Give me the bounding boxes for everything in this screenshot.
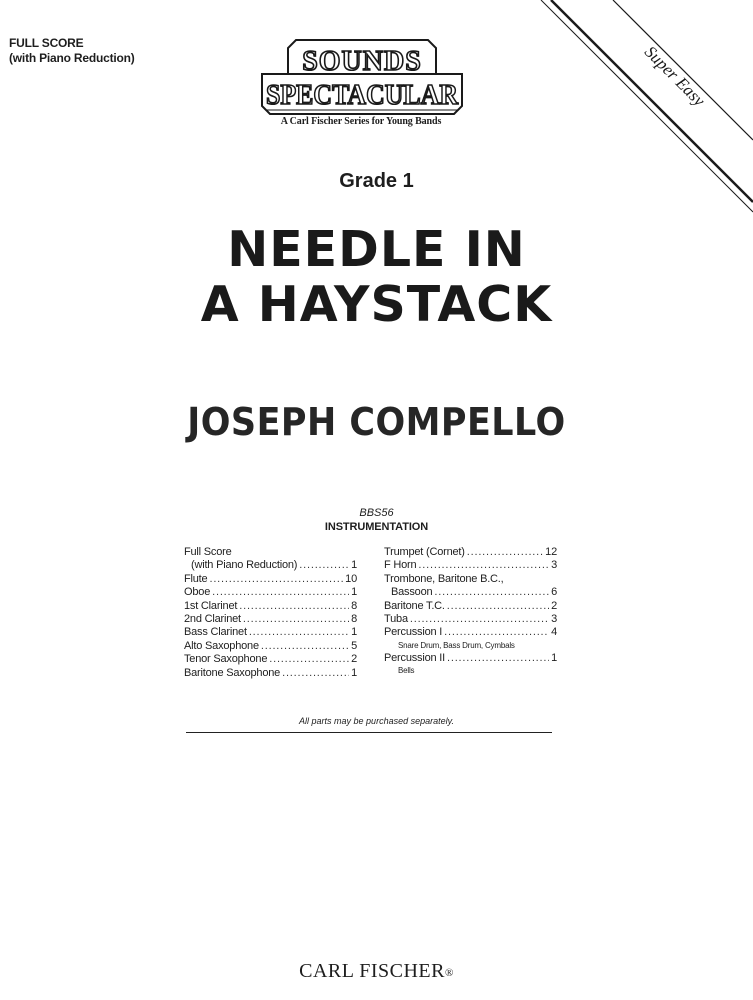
instrument-row xyxy=(184,586,357,599)
publisher-logo xyxy=(0,960,753,983)
leader-dots xyxy=(249,626,349,639)
series-logo xyxy=(256,36,468,128)
instrumentation-heading: INSTRUMENTATION xyxy=(324,521,429,533)
leader-dots xyxy=(269,653,349,666)
instrument-name: Trumpet (Cornet) xyxy=(384,546,465,558)
leader-dots xyxy=(261,640,349,653)
instrument-name: 1st Clarinet xyxy=(184,599,238,612)
instrument-quantity: 4 xyxy=(551,626,557,639)
title-line1: NEEDLE IN xyxy=(227,221,526,278)
instrument-row xyxy=(184,613,357,626)
instrument-row xyxy=(384,613,557,626)
series-tagline: A Carl Fischer Series for Young Bands xyxy=(280,116,442,127)
instrument-name: Bassoon xyxy=(391,586,433,599)
leader-dots xyxy=(418,559,549,572)
leader-dots xyxy=(282,667,349,680)
instrument-quantity: 10 xyxy=(345,572,357,585)
instrument-quantity: 1 xyxy=(351,559,357,572)
instrument-name: Percussion II xyxy=(384,651,445,664)
instrument-note: Snare Drum, Bass Drum, Cymbals xyxy=(398,640,515,650)
piece-title xyxy=(0,222,753,332)
instrument-quantity: 1 xyxy=(351,626,357,639)
instrumentation-right-column xyxy=(384,546,557,677)
instrument-name: Oboe xyxy=(184,586,211,599)
title-line2: A HAYSTACK xyxy=(200,276,553,333)
instrument-quantity: 2 xyxy=(551,599,557,612)
instrument-row xyxy=(384,652,557,665)
instrument-quantity: 3 xyxy=(551,613,557,626)
instrument-name: Alto Saxophone xyxy=(184,639,259,652)
logo-line2: SPECTACULAR xyxy=(266,80,459,111)
leader-dots xyxy=(243,613,349,626)
instrument-name: (with Piano Reduction) xyxy=(191,559,298,572)
publisher-name: CARL FISCHER xyxy=(299,960,445,982)
instrumentation-left-column xyxy=(184,546,357,680)
instrument-quantity: 1 xyxy=(351,586,357,599)
leader-dots xyxy=(444,626,549,639)
instrument-row xyxy=(184,600,357,613)
instrument-row xyxy=(184,626,357,639)
instrument-row xyxy=(384,600,557,613)
instrument-name: Percussion I xyxy=(384,626,443,639)
instrument-row xyxy=(184,573,357,586)
score-label xyxy=(9,36,135,66)
instrument-row xyxy=(184,667,357,680)
composer-name: JOSEPH COMPELLO xyxy=(187,400,566,444)
instrument-name: Baritone T.C. xyxy=(384,599,445,612)
instrument-name: 2nd Clarinet xyxy=(184,613,241,626)
instrument-row xyxy=(184,559,357,572)
parts-note: All parts may be purchased separately. xyxy=(299,716,454,726)
instrument-quantity: 1 xyxy=(551,651,557,664)
leader-dots xyxy=(467,546,543,559)
instrument-name: Bass Clarinet xyxy=(184,626,247,639)
leader-dots xyxy=(209,573,343,586)
instrument-name: Flute xyxy=(184,572,208,585)
logo-line1: SOUNDS xyxy=(302,46,422,77)
leader-dots xyxy=(410,613,549,626)
instrument-row xyxy=(384,546,557,559)
instrument-quantity: 1 xyxy=(351,666,357,679)
divider-rule xyxy=(186,732,552,733)
instrument-row: Full Score xyxy=(184,546,232,558)
instrument-row xyxy=(384,586,557,599)
score-label-line2: (with Piano Reduction) xyxy=(9,51,135,65)
score-label-line1: FULL SCORE xyxy=(9,36,84,50)
leader-dots xyxy=(212,586,349,599)
instrument-row xyxy=(184,640,357,653)
instrument-name: Tenor Saxophone xyxy=(184,653,268,666)
leader-dots xyxy=(299,559,349,572)
instrument-quantity: 8 xyxy=(351,613,357,626)
catalog-code: BBS56 xyxy=(359,507,394,519)
leader-dots xyxy=(447,652,549,665)
instrument-quantity: 2 xyxy=(351,653,357,666)
instrument-quantity: 5 xyxy=(351,639,357,652)
instrument-name: Tuba xyxy=(384,613,408,626)
series-logo-graphic xyxy=(256,36,468,116)
instrument-quantity: 6 xyxy=(551,586,557,599)
registered-mark: ® xyxy=(444,967,454,979)
grade-level: Grade 1 xyxy=(339,170,414,192)
difficulty-label: Super Easy xyxy=(640,42,709,111)
instrument-row xyxy=(184,653,357,666)
instrument-quantity: 3 xyxy=(551,559,557,572)
instrument-row: Trombone, Baritone B.C., xyxy=(384,572,504,585)
leader-dots xyxy=(434,586,549,599)
leader-dots xyxy=(447,600,549,613)
instrument-row xyxy=(384,626,557,639)
instrument-note: Bells xyxy=(398,666,415,676)
instrument-row xyxy=(384,559,557,572)
instrument-name: F Horn xyxy=(384,559,417,572)
leader-dots xyxy=(239,600,349,613)
instrument-quantity: 12 xyxy=(545,546,557,558)
instrument-name: Baritone Saxophone xyxy=(184,666,281,679)
instrument-quantity: 8 xyxy=(351,599,357,612)
